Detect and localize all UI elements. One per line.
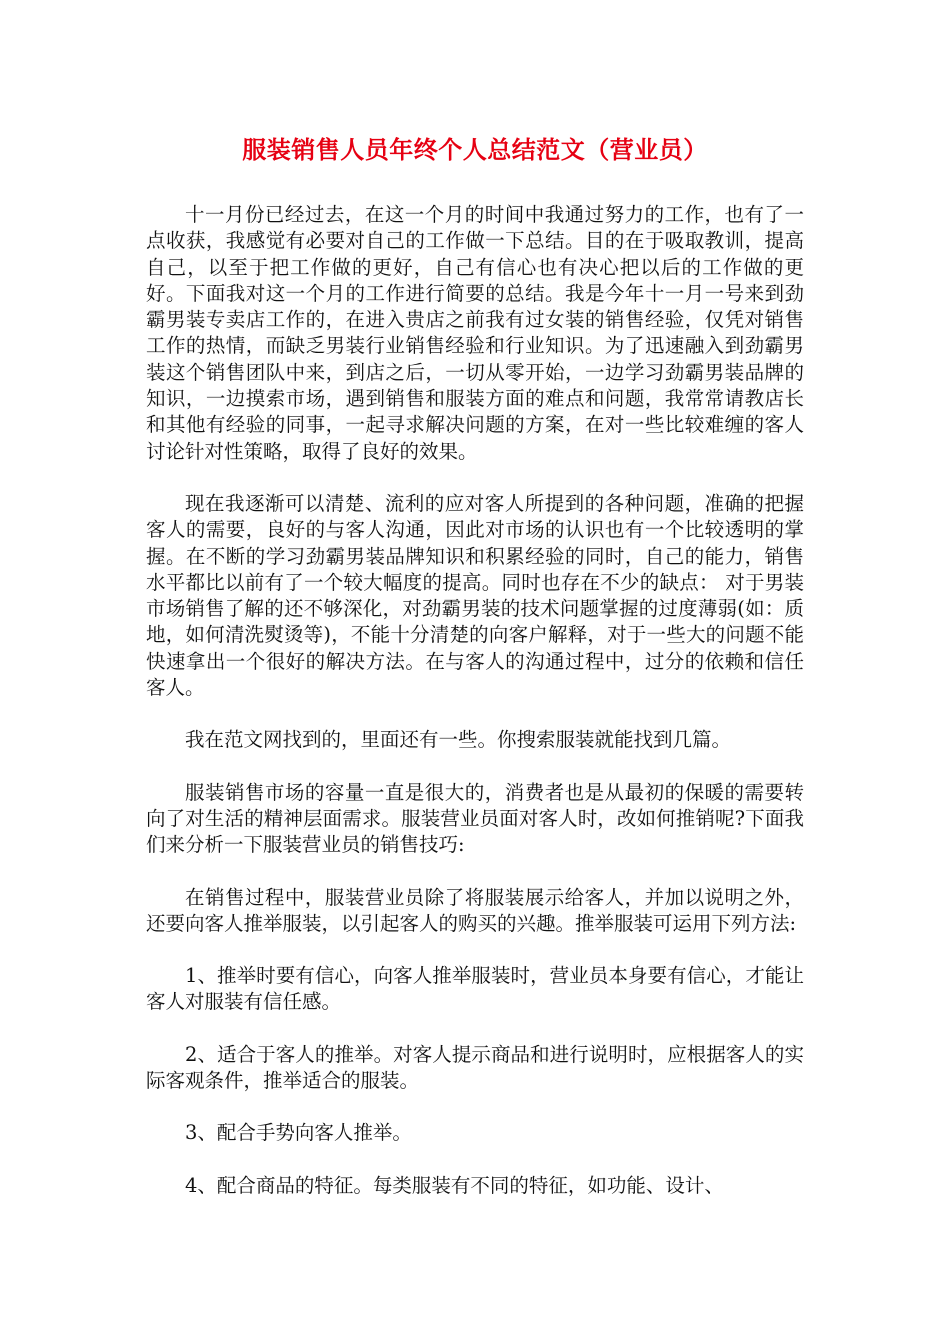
list-item: 3、配合手势向客人推举。 xyxy=(185,1121,412,1145)
document-title: 服装销售人员年终个人总结范文（营业员） xyxy=(242,136,708,164)
paragraph: 我在范文网找到的，里面还有一些。你搜索服装就能找到几篇。 xyxy=(185,728,732,752)
list-item: 1、推举时要有信心，向客人推举服装时，营业员本身要有信心，才能让客人对服装有信任感。 xyxy=(146,964,804,1014)
list-item: 2、适合于客人的推举。对客人提示商品和进行说明时，应根据客人的实际客观条件，推举适合的服装。 xyxy=(146,1042,804,1093)
list-item: 4、配合商品的特征。每类服装有不同的特征，如功能、设计、 xyxy=(185,1173,724,1197)
paragraph: 十一月份已经过去，在这一个月的时间中我通过努力的工作，也有了一点收获，我感觉有必要对自己的工作做一下总结。目的在于吸取教训，提高自己，以至于把工作做的更好，自己有信心也有决心把以后的工作做的更好。下面我对这一个月的工作进行简要的总结。我是今年十一月一号来到劲霸男装专卖店工作的，在进入贵店之前我有过女装的销售经验，仅凭对销售工作的热情，而缺乏男装行业销售经验和行业知识。为了迅速融入到劲霸男装这个销售团队中来，到店之后，一切从零开始，一边学习劲霸男装品牌的知识，一边摸索市场，遇到销售和服装方面的难点和问题，我常常请教店长和其他有经验的同事，一起寻求解决问题的方案，在对一些比较难缠的客人讨论针对性策略，取得了良好的效果。 xyxy=(146,203,804,463)
paragraph: 在销售过程中，服装营业员除了将服装展示给客人，并加以说明之外，还要向客人推举服装，以引起客人的购买的兴趣。推举服装可运用下列方法: xyxy=(146,885,804,935)
paragraph: 服装销售市场的容量一直是很大的，消费者也是从最初的保暖的需要转向了对生活的精神层面需求。服装营业员面对客人时，改如何推销呢?下面我们来分析一下服装营业员的销售技巧: xyxy=(146,780,804,857)
paragraph: 现在我逐渐可以清楚、流利的应对客人所提到的各种问题，准确的把握客人的需要，良好的与客人沟通，因此对市场的认识也有一个比较透明的掌握。在不断的学习劲霸男装品牌知识和积累经验的同时，自己的能力，销售水平都比以前有了一个较大幅度的提高。同时也存在不少的缺点： 对于男装市场销售了解的还不够深化，对劲霸男装的技术问题掌握的过度薄弱(如：质地，如何清洗熨烫等)，不能十分清楚的向客户解释，对于一些大的问题不能快速拿出一个很好的解决方法。在与客人的沟通过程中，过分的依赖和信任客人。 xyxy=(146,491,804,700)
